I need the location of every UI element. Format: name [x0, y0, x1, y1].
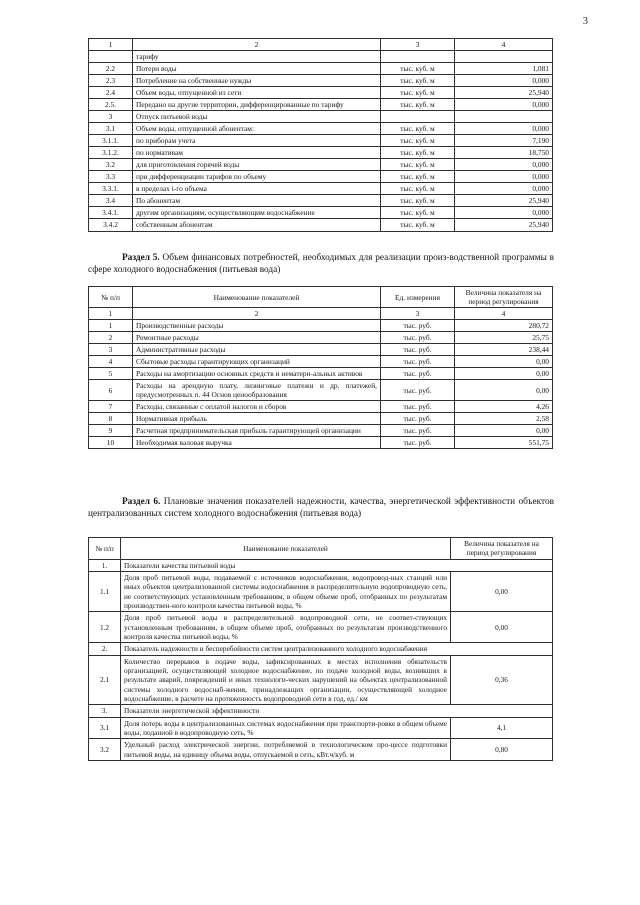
row-number: 2.	[89, 643, 121, 655]
table-group-row	[89, 643, 553, 655]
table-row	[89, 655, 553, 705]
section-5-heading	[88, 252, 554, 277]
row-number: 2.3	[89, 75, 133, 87]
table-row	[89, 332, 553, 344]
row-unit: тыс. куб. м	[381, 147, 455, 159]
header-value: Величина показателя на период регулирования	[451, 538, 553, 560]
row-name: при дифференциации тарифов по объему	[133, 171, 381, 183]
row-unit: тыс. руб.	[381, 332, 455, 344]
row-name: Расходы на амортизацию основных средств и нематери-альных активов	[133, 368, 381, 380]
row-number: 7	[89, 401, 133, 413]
row-unit	[381, 51, 455, 63]
row-value: 25,940	[455, 219, 553, 231]
row-value: 4,26	[455, 401, 553, 413]
row-value: 0,00	[451, 571, 553, 611]
row-number: 3.	[89, 705, 121, 717]
row-name: Показатели качества питьевой воды	[121, 559, 553, 571]
table-row	[89, 51, 553, 63]
table-row	[89, 75, 553, 87]
row-value: 0,000	[455, 123, 553, 135]
row-value: 0,000	[455, 171, 553, 183]
row-name: Производственные расходы	[133, 320, 381, 332]
column-number: 2	[133, 39, 381, 51]
row-unit: тыс. руб.	[381, 344, 455, 356]
row-name: Доля потерь воды в централизованных системах водоснабжения при транспорти-ровке в общем объеме воды, поданной в водопроводную сеть, %	[121, 717, 451, 739]
row-unit: тыс. куб. м	[381, 123, 455, 135]
header-no: № п/п	[89, 538, 121, 560]
column-number: 3	[381, 308, 455, 320]
row-unit: тыс. куб. м	[381, 75, 455, 87]
row-unit: тыс. куб. м	[381, 207, 455, 219]
row-name: Потери воды	[133, 63, 381, 75]
column-number: 4	[455, 39, 553, 51]
page-number: 3	[582, 16, 588, 27]
row-unit: тыс. куб. м	[381, 99, 455, 111]
row-number: 3	[89, 111, 133, 123]
table-row	[89, 99, 553, 111]
row-unit: тыс. руб.	[381, 368, 455, 380]
row-value: 0,00	[455, 356, 553, 368]
row-unit: тыс. руб.	[381, 320, 455, 332]
row-name: Показатели энергетической эффективности	[121, 705, 553, 717]
table-row	[89, 195, 553, 207]
row-name: Доля проб питьевой воды, подаваемой с источников водоснабжения, водопровод-ных станций или иных объектов централизованной системы водоснабжения в распределительную водопроводную сеть, не соответствующих установленным требованиям, в общем объеме проб, отобранных по результатам производствен-ного контроля качества питьевой воды, %	[121, 571, 451, 611]
row-name: по нормативам	[133, 147, 381, 159]
table-header-row	[89, 538, 553, 560]
row-number: 3.3	[89, 171, 133, 183]
row-value: 25,940	[455, 195, 553, 207]
table-row	[89, 111, 553, 123]
row-value: 4,1	[451, 717, 553, 739]
row-unit: тыс. руб.	[381, 425, 455, 437]
row-number: 8	[89, 413, 133, 425]
row-unit: тыс. руб.	[381, 380, 455, 401]
header-name: Наименование показателей	[121, 538, 451, 560]
row-value: 0,000	[455, 207, 553, 219]
row-number: 3.4.1.	[89, 207, 133, 219]
row-value: 0,000	[455, 75, 553, 87]
table-row	[89, 183, 553, 195]
row-number: 3.4	[89, 195, 133, 207]
row-name: Сбытовые расходы гарантирующих организаций	[133, 356, 381, 368]
column-number: 3	[381, 39, 455, 51]
table-row	[89, 87, 553, 99]
header-value: Величина показателя на период регулирования	[455, 287, 553, 308]
table-group-row	[89, 705, 553, 717]
row-name: Нормативная прибыль	[133, 413, 381, 425]
row-value: 18,750	[455, 147, 553, 159]
row-name: Ремонтные расходы	[133, 332, 381, 344]
row-number: 2.2	[89, 63, 133, 75]
header-no: № п/п	[89, 287, 133, 308]
row-name: для приготовления горячей воды	[133, 159, 381, 171]
row-value: 2,58	[455, 413, 553, 425]
row-name: собственным абонентам	[133, 219, 381, 231]
row-unit: тыс. куб. м	[381, 195, 455, 207]
table-row	[89, 571, 553, 611]
table-row	[89, 368, 553, 380]
row-name: Потребление на собственные нужды	[133, 75, 381, 87]
row-value: 551,75	[455, 437, 553, 449]
row-name: Удельный расход электрической энергии, потребляемой в технологическом про-цессе подготовки питьевой воды, на единицу объема воды, отпускаемой в сеть, кВт.ч/куб. м	[121, 739, 451, 761]
column-number: 1	[89, 308, 133, 320]
row-unit: тыс. куб. м	[381, 87, 455, 99]
row-value: 0,36	[451, 655, 553, 705]
column-number: 2	[133, 308, 381, 320]
section-5-label: Раздел 5.	[122, 253, 160, 263]
table-row	[89, 123, 553, 135]
row-value: 238,44	[455, 344, 553, 356]
table-group-row	[89, 559, 553, 571]
row-value: 0,00	[451, 612, 553, 643]
section-5-heading-text: Объем финансовых потребностей, необходимых для реализации произ-водственной программы в сфере холодного водоснабжения (питьевая вода)	[88, 253, 554, 276]
row-unit: тыс. руб.	[381, 437, 455, 449]
row-value: 0,00	[455, 425, 553, 437]
row-name: Административные расходы	[133, 344, 381, 356]
row-number: 1.	[89, 559, 121, 571]
row-number: 3.4.2	[89, 219, 133, 231]
row-number: 2.5.	[89, 99, 133, 111]
row-number: 10	[89, 437, 133, 449]
table-row	[89, 739, 553, 761]
row-number: 3	[89, 344, 133, 356]
row-value: 0,000	[455, 183, 553, 195]
row-number: 6	[89, 380, 133, 401]
row-name: Доля проб питьевой воды в распределительной водопроводной сети, не соответ-ствующих установленным требованиям, в общем объеме проб, отобранных по результатам производственного контроля качества питьевой воды, %	[121, 612, 451, 643]
row-name: другим организациям, осуществляющим водоснабжение	[133, 207, 381, 219]
section-6-heading-text: Плановые значения показателей надежности, качества, энергетической эффективности объектов централизованных систем холодного водоснабжения (питьевая вода)	[88, 497, 554, 520]
row-name: Отпуск питьевой воды	[133, 111, 381, 123]
financial-needs-table	[88, 286, 553, 449]
row-value	[455, 51, 553, 63]
column-number-row	[89, 39, 553, 51]
row-unit: тыс. руб.	[381, 413, 455, 425]
row-unit: тыс. руб.	[381, 356, 455, 368]
table-row	[89, 219, 553, 231]
row-name: Необходимая валовая выручка	[133, 437, 381, 449]
volume-continuation-table	[88, 38, 553, 232]
row-name: Объем воды, отпущенной абонентам:	[133, 123, 381, 135]
table-row	[89, 413, 553, 425]
row-name: По абонентам	[133, 195, 381, 207]
section-6-heading	[88, 496, 554, 521]
row-number: 9	[89, 425, 133, 437]
table-row	[89, 171, 553, 183]
column-number-row	[89, 308, 553, 320]
row-number: 3.3.1.	[89, 183, 133, 195]
row-unit: тыс. куб. м	[381, 159, 455, 171]
row-value: 0,00	[455, 368, 553, 380]
row-number: 2.1	[89, 655, 121, 705]
row-number: 4	[89, 356, 133, 368]
column-number: 1	[89, 39, 133, 51]
row-value: 25,75	[455, 332, 553, 344]
row-value: 0,80	[451, 739, 553, 761]
row-unit	[381, 111, 455, 123]
row-unit: тыс. куб. м	[381, 183, 455, 195]
row-name: Расчетная предпринимательская прибыль гарантирующей организации	[133, 425, 381, 437]
row-name: Количество перерывов в подаче воды, зафиксированных в местах исполнения обязательств организацией, осуществляющей холодное водоснабжение, по подаче холодной воды, возникших в результате аварий, повреждений и иных технологи-ческих нарушений на объектах централизованной системы холодного водоснаб-жения, принадлежащих организации, осуществляющей холодное водоснабжение, в расчете на протяженность водопроводной сети в год, ед./ км	[121, 655, 451, 705]
row-value: 0,00	[455, 380, 553, 401]
table-row	[89, 717, 553, 739]
row-number: 3.1.1.	[89, 135, 133, 147]
table-row	[89, 135, 553, 147]
row-number: 3.1	[89, 123, 133, 135]
row-value: 7,190	[455, 135, 553, 147]
row-value	[455, 111, 553, 123]
row-name: Показатель надежности и бесперебойности систем централизованного холодного водоснабжения	[121, 643, 553, 655]
row-number: 3.2	[89, 739, 121, 761]
row-name: тарифу	[133, 51, 381, 63]
reliability-indicators-table	[88, 537, 553, 761]
row-unit: тыс. руб.	[381, 401, 455, 413]
row-name: Объем воды, отпущенной из сети	[133, 87, 381, 99]
row-name: Расходы, связанные с оплатой налогов и сборов	[133, 401, 381, 413]
row-number: 5	[89, 368, 133, 380]
row-value: 1,081	[455, 63, 553, 75]
row-value: 0,000	[455, 159, 553, 171]
table-row	[89, 425, 553, 437]
row-name: Передано на другие территории, дифференцированные по тарифу	[133, 99, 381, 111]
row-number: 3.2	[89, 159, 133, 171]
row-number: 1	[89, 320, 133, 332]
table-row	[89, 320, 553, 332]
table-row	[89, 207, 553, 219]
row-name: по приборам учета	[133, 135, 381, 147]
table-row	[89, 380, 553, 401]
section-6-label: Раздел 6.	[122, 497, 161, 507]
row-value: 25,940	[455, 87, 553, 99]
header-name: Наименование показателей	[133, 287, 381, 308]
row-name: в пределах i-го объема	[133, 183, 381, 195]
table-header-row	[89, 287, 553, 308]
header-unit: Ед. измерения	[381, 287, 455, 308]
table-row	[89, 344, 553, 356]
table-row	[89, 159, 553, 171]
row-number: 2.4	[89, 87, 133, 99]
row-number: 1.1	[89, 571, 121, 611]
table-row	[89, 437, 553, 449]
row-name: Расходы на арендную плату, лизинговые платежи и др. платежей, предусмотренных п. 44 Основ ценообразования	[133, 380, 381, 401]
table-row	[89, 147, 553, 159]
table-row	[89, 401, 553, 413]
table-row	[89, 63, 553, 75]
row-number: 3.1	[89, 717, 121, 739]
row-number: 2	[89, 332, 133, 344]
row-unit: тыс. куб. м	[381, 63, 455, 75]
row-unit: тыс. куб. м	[381, 171, 455, 183]
table-row	[89, 356, 553, 368]
row-number: 1.2	[89, 612, 121, 643]
row-unit: тыс. куб. м	[381, 135, 455, 147]
row-number: 3.1.2.	[89, 147, 133, 159]
row-value: 0,000	[455, 99, 553, 111]
column-number: 4	[455, 308, 553, 320]
row-unit: тыс. куб. м	[381, 219, 455, 231]
row-number	[89, 51, 133, 63]
row-value: 280,72	[455, 320, 553, 332]
table-row	[89, 612, 553, 643]
